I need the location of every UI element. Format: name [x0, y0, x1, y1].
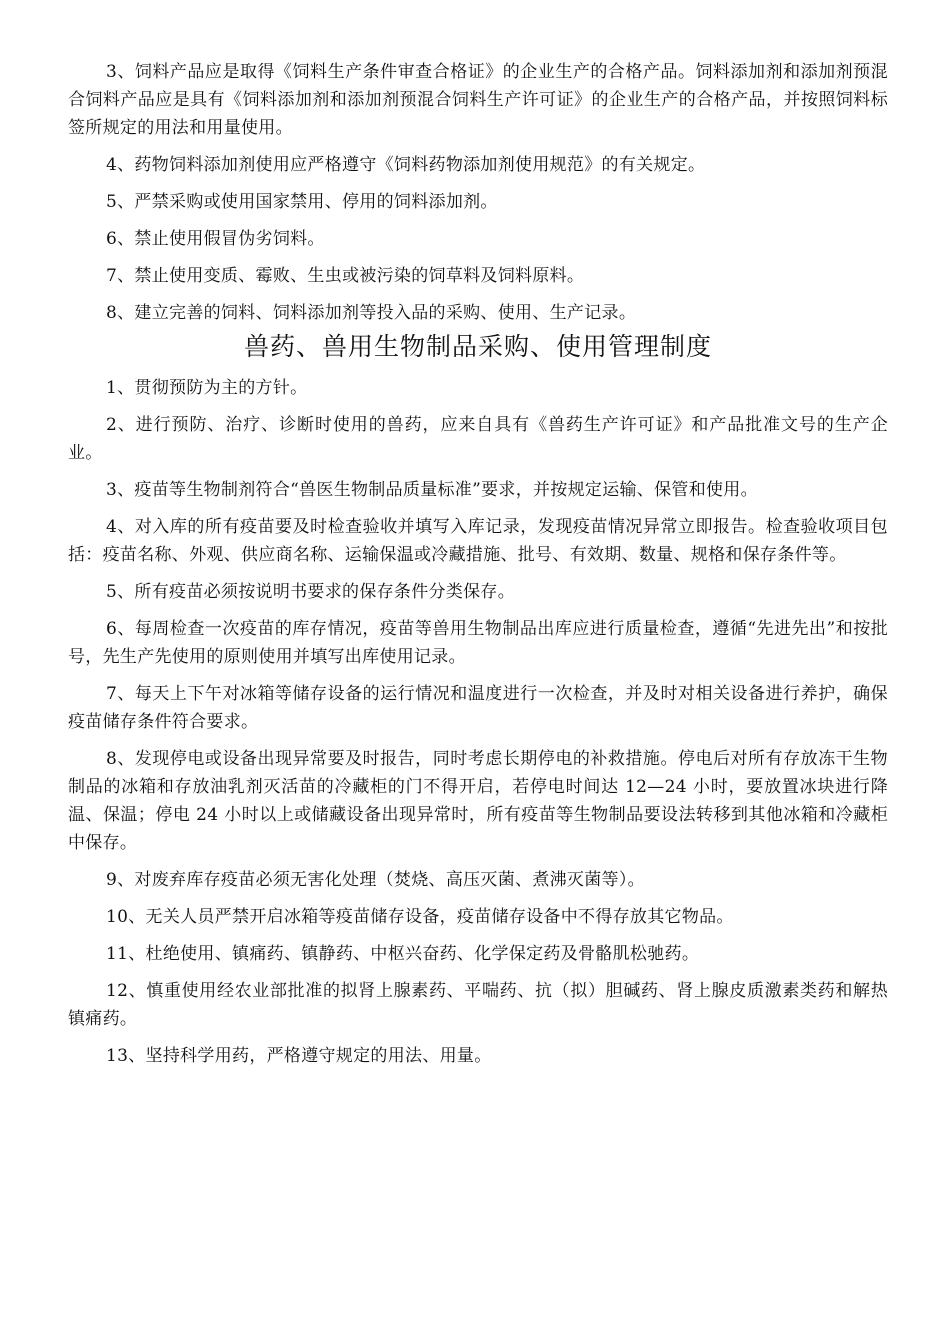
document-page: [68, 58, 888, 1079]
feed-item-7: 7、禁止使用变质、霉败、生虫或被污染的饲草料及饲料原料。: [106, 266, 585, 286]
vet-item-7: 7、每天上下午对冰箱等储存设备的运行情况和温度进行一次检查，并及时对相关设备进行养护，确保疫苗储存条件符合要求。: [68, 684, 888, 732]
feed-item-8: 8、建立完善的饲料、饲料添加剂等投入品的采购、使用、生产记录。: [106, 303, 637, 323]
vet-item-12: 12、慎重使用经农业部批准的拟肾上腺素药、平喘药、抗（拟）胆碱药、肾上腺皮质激素类药和解热镇痛药。: [68, 981, 888, 1029]
feed-item-4: 4、药物饲料添加剂使用应严格遵守《饲料药物添加剂使用规范》的有关规定。: [106, 155, 706, 175]
feed-item-5: 5、严禁采购或使用国家禁用、停用的饲料添加剂。: [106, 192, 498, 212]
vet-item-9: 9、对废弃库存疫苗必须无害化处理（焚烧、高压灭菌、煮沸灭菌等）。: [106, 870, 645, 890]
vet-item-2: 2、进行预防、治疗、诊断时使用的兽药，应来自具有《兽药生产许可证》和产品批准文号的生产企业。: [68, 415, 888, 463]
feed-item-3: 3、饲料产品应是取得《饲料生产条件审查合格证》的企业生产的合格产品。饲料添加剂和添加剂预混合饲料产品应是具有《饲料添加剂和添加剂预混合饲料生产许可证》的企业生产的合格产品，并按照饲料标签所规定的用法和用量使用。: [68, 62, 888, 138]
vet-item-13: 13、坚持科学用药，严格遵守规定的用法、用量。: [106, 1046, 492, 1066]
vet-item-5: 5、所有疫苗必须按说明书要求的保存条件分类保存。: [106, 582, 516, 602]
vet-item-1: 1、贯彻预防为主的方针。: [106, 378, 308, 398]
vet-item-6: 6、每周检查一次疫苗的库存情况，疫苗等兽用生物制品出库应进行质量检查，遵循“先进先出”和按批号，先生产先使用的原则使用并填写出库使用记录。: [68, 619, 888, 667]
feed-item-6: 6、禁止使用假冒伪劣饲料。: [106, 229, 325, 249]
vet-item-3: 3、疫苗等生物制剂符合“兽医生物制品质量标准”要求，并按规定运输、保管和使用。: [106, 480, 758, 500]
vet-item-10: 10、无关人员严禁开启冰箱等疫苗储存设备，疫苗储存设备中不得存放其它物品。: [106, 907, 734, 927]
vet-item-4: 4、对入库的所有疫苗要及时检查验收并填写入库记录，发现疫苗情况异常立即报告。检查验收项目包括：疫苗名称、外观、供应商名称、运输保温或冷藏措施、批号、有效期、数量、规格和保存条件等。: [68, 517, 888, 565]
section-title: 兽药、兽用生物制品采购、使用管理制度: [243, 332, 712, 361]
vet-item-11: 11、杜绝使用、镇痛药、镇静药、中枢兴奋药、化学保定药及骨骼肌松驰药。: [106, 944, 700, 964]
vet-item-8: 8、发现停电或设备出现异常要及时报告，同时考虑长期停电的补救措施。停电后对所有存放冻干生物制品的冰箱和存放油乳剂灭活苗的冷藏柜的门不得开启，若停电时间达 12—24 小时，要放置冰块进行降温、保温；停电 24 小时以上或储藏设备出现异常时，所有疫苗等生物制品要设法转移到其他冰箱和冷藏柜中保存。: [68, 749, 888, 853]
